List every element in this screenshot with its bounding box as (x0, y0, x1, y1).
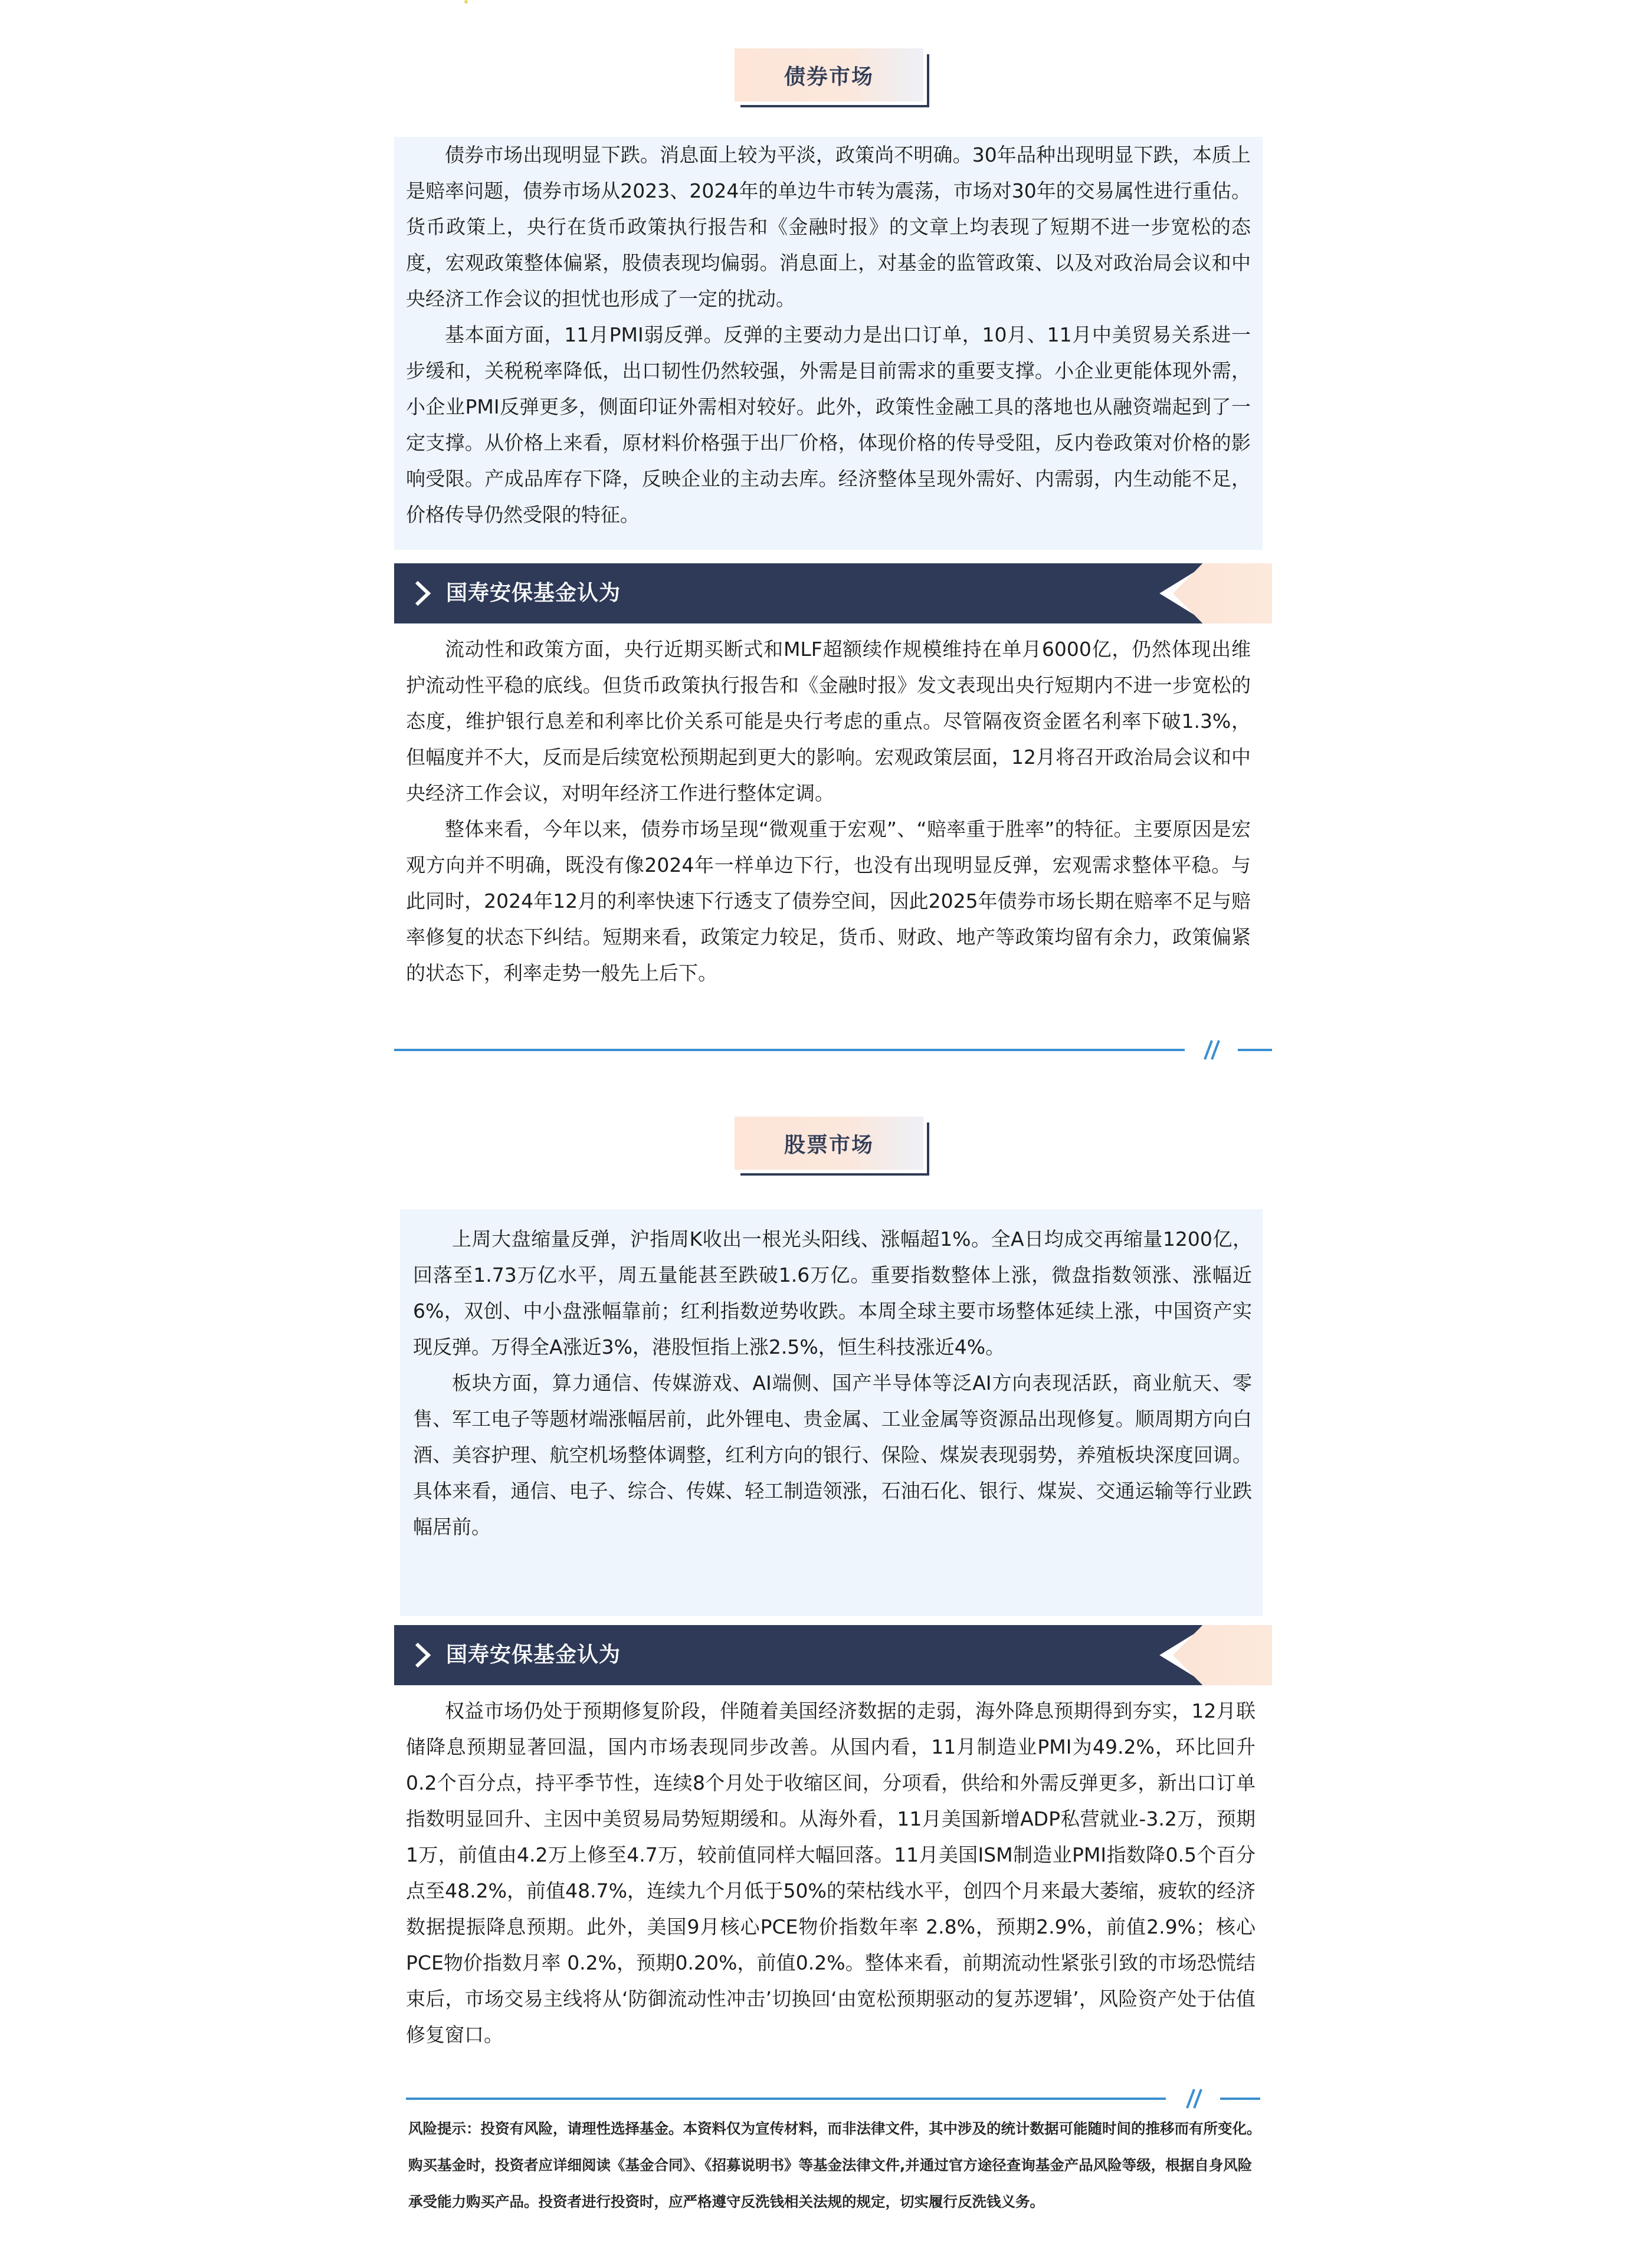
double-slash-icon (1179, 2087, 1208, 2111)
stock-market-paragraph-2: 板块方面，算力通信、传媒游戏、AI端侧、国产半导体等泛AI方向表现活跃，商业航天、零售、军工电子等题材端涨幅居前，此外锂电、贵金属、工业金属等资源品出现修复。顺周期方向白酒、美容护理、航空机场整体调整，红利方向的银行、保险、煤炭表现弱势，养殖板块深度回调。具体来看，通信、电子、综合、传媒、轻工制造领涨，石油石化、银行、煤炭、交通运输等行业跌幅居前。 (413, 1371, 1252, 1538)
bond-view-title: 国寿安保基金认为 (446, 581, 621, 605)
bond-view-banner (394, 563, 1272, 623)
decorative-dot (464, 0, 468, 4)
bond-market-paragraph-1: 债券市场出现明显下跌。消息面上较为平淡，政策尚不明确。30年品种出现明显下跌，本质上是赔率问题，债券市场从2023、2024年的单边牛市转为震荡，市场对30年的交易属性进行重估。货币政策上，央行在货币政策执行报告和《金融时报》的文章上均表现了短期不进一步宽松的态度，宏观政策整体偏紧，股债表现均偏弱。消息面上，对基金的监管政策、以及对政治局会议和中央经济工作会议的担忧也形成了一定的扰动。 (406, 143, 1251, 310)
section-divider-right (1238, 1049, 1272, 1051)
bond-section-title (735, 48, 929, 107)
stock-market-panel (400, 1209, 1263, 1616)
stock-view-paragraph-1: 权益市场仍处于预期修复阶段，伴随着美国经济数据的走弱，海外降息预期得到夯实，12月联储降息预期显著回温，国内市场表现同步改善。从国内看，11月制造业PMI为49.2%，环比回升0.2个百分点，持平季节性，连续8个月处于收缩区间，分项看，供给和外需反弹更多，新出口订单指数明显回升、主因中美贸易局势短期缓和。从海外看，11月美国新增ADP私营就业-3.2万，预期1万，前值由4.2万上修至4.7万，较前值同样大幅回落。11月美国ISM制造业PMI指数降0.5个百分点至48.2%，前值48.7%，连续九个月低于50%的荣枯线水平，创四个月来最大萎缩，疲软的经济数据提振降息预期。此外，美国9月核心PCE物价指数年率 2.8%，预期2.9%，前值2.9%；核心PCE物价指数月率 0.2%，预期0.20%，前值0.2%。整体来看，前期流动性紧张引致的市场恐慌结束后，市场交易主线将从‘防御流动性冲击’切换回‘由宽松预期驱动的复苏逻辑’，风险资产处于估值修复窗口。 (406, 1699, 1256, 2046)
risk-notice: 风险提示：投资有风险，请理性选择基金。本资料仅为宣传材料，而非法律文件，其中涉及的统计数据可能随时间的推移而有所变化。购买基金时，投资者应详细阅读《基金合同》、《招募说明书》等基金法律文件,并通过官方途径查询基金产品风险等级，根据自身风险承受能力购买产品。投资者进行投资时，应严格遵守反洗钱相关法规的规定，切实履行反洗钱义务。 (408, 2120, 1261, 2210)
stock-section-title (735, 1117, 929, 1176)
footer-divider-right (1220, 2098, 1260, 2100)
bond-section-title-label: 债券市场 (735, 48, 923, 101)
double-slash-icon (1197, 1038, 1226, 1062)
bond-market-paragraph-2: 基本面方面，11月PMI弱反弹。反弹的主要动力是出口订单，10月、11月中美贸易关系进一步缓和，关税税率降低，出口韧性仍然较强，外需是目前需求的重要支撑。小企业更能体现外需，小企业PMI反弹更多，侧面印证外需相对较好。此外，政策性金融工具的落地也从融资端起到了一定支撑。从价格上来看，原材料价格强于出厂价格，体现价格的传导受阻，反内卷政策对价格的影响受限。产成品库存下降，反映企业的主动去库。经济整体呈现外需好、内需弱，内生动能不足，价格传导仍然受限的特征。 (406, 323, 1251, 526)
bond-market-panel (394, 137, 1263, 550)
stock-view-title: 国寿安保基金认为 (446, 1643, 621, 1667)
chevron-right-icon (409, 580, 437, 607)
footer-divider-left (406, 2098, 1166, 2100)
bond-view-paragraph-2: 整体来看，今年以来，债券市场呈现“微观重于宏观”、“赔率重于胜率”的特征。主要原因是宏观方向并不明确，既没有像2024年一样单边下行，也没有出现明显反弹，宏观需求整体平稳。与此同时，2024年12月的利率快速下行透支了债券空间，因此2025年债券市场长期在赔率不足与赔率修复的状态下纠结。短期来看，政策定力较足，货币、财政、地产等政策均留有余力，政策偏紧的状态下，利率走势一般先上后下。 (406, 818, 1251, 984)
stock-market-paragraph-1: 上周大盘缩量反弹，沪指周K收出一根光头阳线、涨幅超1%。全A日均成交再缩量1200亿，回落至1.73万亿水平，周五量能甚至跌破1.6万亿。重要指数整体上涨，微盘指数领涨、涨幅近6%，双创、中小盘涨幅靠前；红利指数逆势收跌。本周全球主要市场整体延续上涨，中国资产实现反弹。万得全A涨近3%，港股恒指上涨2.5%，恒生科技涨近4%。 (413, 1227, 1252, 1358)
stock-view-banner (394, 1625, 1272, 1685)
bond-view-text (406, 631, 1251, 991)
bond-view-paragraph-1: 流动性和政策方面，央行近期买断式和MLF超额续作规模维持在单月6000亿，仍然体现出维护流动性平稳的底线。但货币政策执行报告和《金融时报》发文表现出央行短期内不进一步宽松的态度，维护银行息差和利率比价关系可能是央行考虑的重点。尽管隔夜资金匿名利率下破1.3%，但幅度并不大，反而是后续宽松预期起到更大的影响。宏观政策层面，12月将召开政治局会议和中央经济工作会议，对明年经济工作进行整体定调。 (406, 638, 1251, 805)
chevron-right-icon (409, 1642, 437, 1669)
stock-view-text (406, 1693, 1256, 2053)
stock-section-title-label: 股票市场 (735, 1117, 923, 1170)
section-divider-left (394, 1049, 1185, 1051)
